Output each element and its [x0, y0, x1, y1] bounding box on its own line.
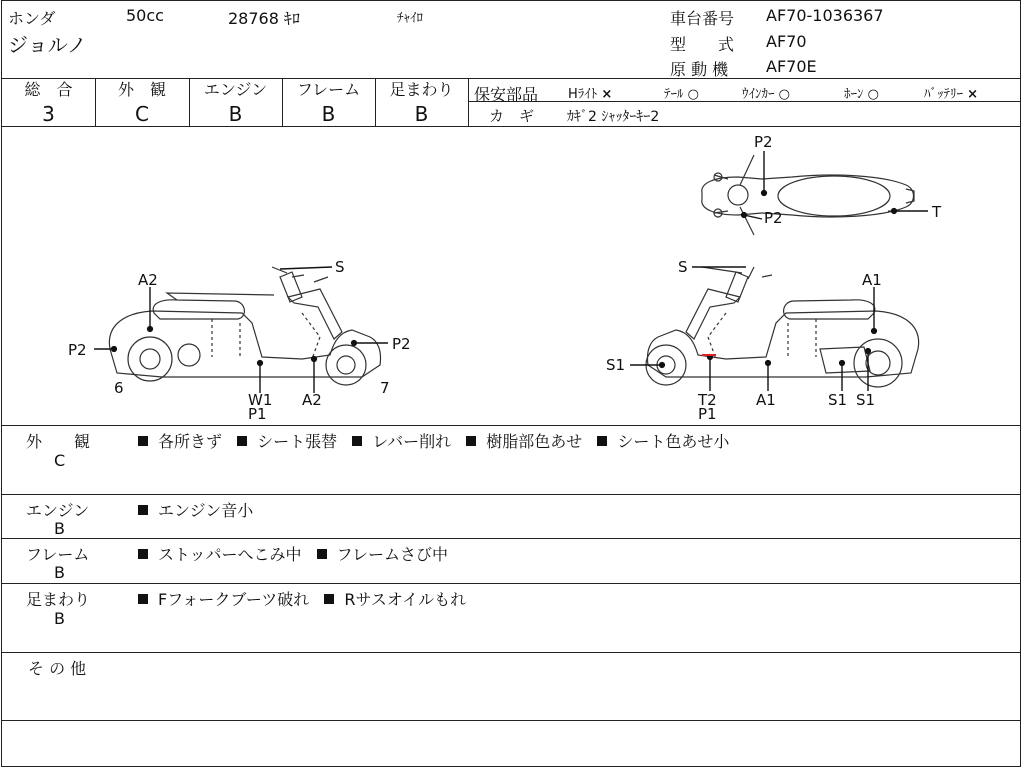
section-frame-grade: B — [54, 563, 65, 582]
maker: ホンダ — [8, 9, 56, 28]
inspection-sheet — [1, 0, 1021, 767]
grade-frame: フレーム B — [296, 80, 361, 126]
label-left-P2-rear: P2 — [392, 335, 411, 353]
key-value: ｶｷﾞ2 ｼｬｯﾀｰｷｰ2 — [567, 109, 660, 125]
grade-suspension: 足まわり B — [389, 80, 454, 126]
label-top-P2-b: P2 — [764, 209, 783, 227]
section-engine-label: エンジン — [26, 501, 90, 520]
grade-engine: エンジン B — [203, 80, 268, 126]
key-label: カ ギ — [489, 107, 535, 125]
label-left-6: 6 — [114, 379, 124, 397]
scooter-diagram — [2, 127, 1020, 425]
type-label: 型 式 — [670, 35, 735, 54]
section-frame-label: フレーム — [26, 545, 90, 564]
section-exterior-grade: C — [54, 451, 66, 470]
frame-no: AF70-1036367 — [766, 6, 884, 25]
label-right-T2: T2 — [698, 391, 717, 409]
engine-value: AF70E — [766, 57, 817, 76]
label-left-S: S — [335, 258, 345, 276]
label-right-A1-bottom: A1 — [756, 391, 776, 409]
label-top-T: T — [932, 203, 942, 221]
label-top-P2-a: P2 — [754, 133, 773, 151]
section-engine-grade: B — [54, 519, 65, 538]
engine-label: 原 動 機 — [670, 60, 729, 79]
displacement: 50cc — [126, 6, 164, 25]
label-left-A2-top: A2 — [138, 271, 158, 289]
label-right-S1-front: S1 — [606, 356, 626, 374]
section-suspension-items: Fフォークブーツ破れ Rサスオイルもれ — [138, 587, 476, 610]
section-suspension-label: 足まわり — [26, 590, 91, 609]
label-left-P2-front: P2 — [68, 341, 87, 359]
model-name: ジョルノ — [8, 33, 87, 57]
scooter-top-view — [702, 155, 914, 235]
grade-exterior: 外 観 C — [117, 80, 166, 126]
type-value: AF70 — [766, 32, 807, 51]
color: ﾁｬｲﾛ — [397, 11, 423, 26]
section-engine-items: エンジン音小 — [138, 498, 263, 521]
safety-battery: ﾊﾞｯﾃﾘｰ × — [924, 87, 979, 102]
safety-label: 保安部品 — [474, 85, 539, 104]
section-exterior-items: 各所きず シート張替 レバー削れ 樹脂部色あせ シート色あせ小 — [138, 429, 739, 452]
label-right-S: S — [678, 258, 688, 276]
section-other-label: そ の 他 — [28, 659, 87, 678]
frame-no-label: 車台番号 — [670, 9, 735, 28]
grade-overall: 総 合 3 — [24, 80, 73, 126]
label-left-A2-bottom: A2 — [302, 391, 322, 409]
label-left-P1: P1 — [248, 405, 267, 423]
label-left-7: 7 — [380, 379, 390, 397]
safety-horn: ﾎｰﾝ ○ — [844, 87, 879, 102]
section-exterior-label: 外 観 — [26, 432, 91, 451]
safety-headlight: Hﾗｲﾄ × — [568, 87, 613, 102]
safety-winker: ｳｲﾝｶｰ ○ — [742, 87, 790, 102]
label-right-A1-top: A1 — [862, 271, 882, 289]
mileage: 28768 ｷﾛ — [228, 9, 300, 28]
safety-tail: ﾃｰﾙ ○ — [664, 87, 699, 102]
section-suspension-grade: B — [54, 609, 65, 628]
label-right-P1: P1 — [698, 405, 717, 423]
label-right-S1-b: S1 — [856, 391, 876, 409]
section-frame-items: ストッパーへこみ中 フレームさび中 — [138, 542, 458, 565]
label-left-W1: W1 — [248, 391, 273, 409]
label-right-S1-a: S1 — [828, 391, 848, 409]
